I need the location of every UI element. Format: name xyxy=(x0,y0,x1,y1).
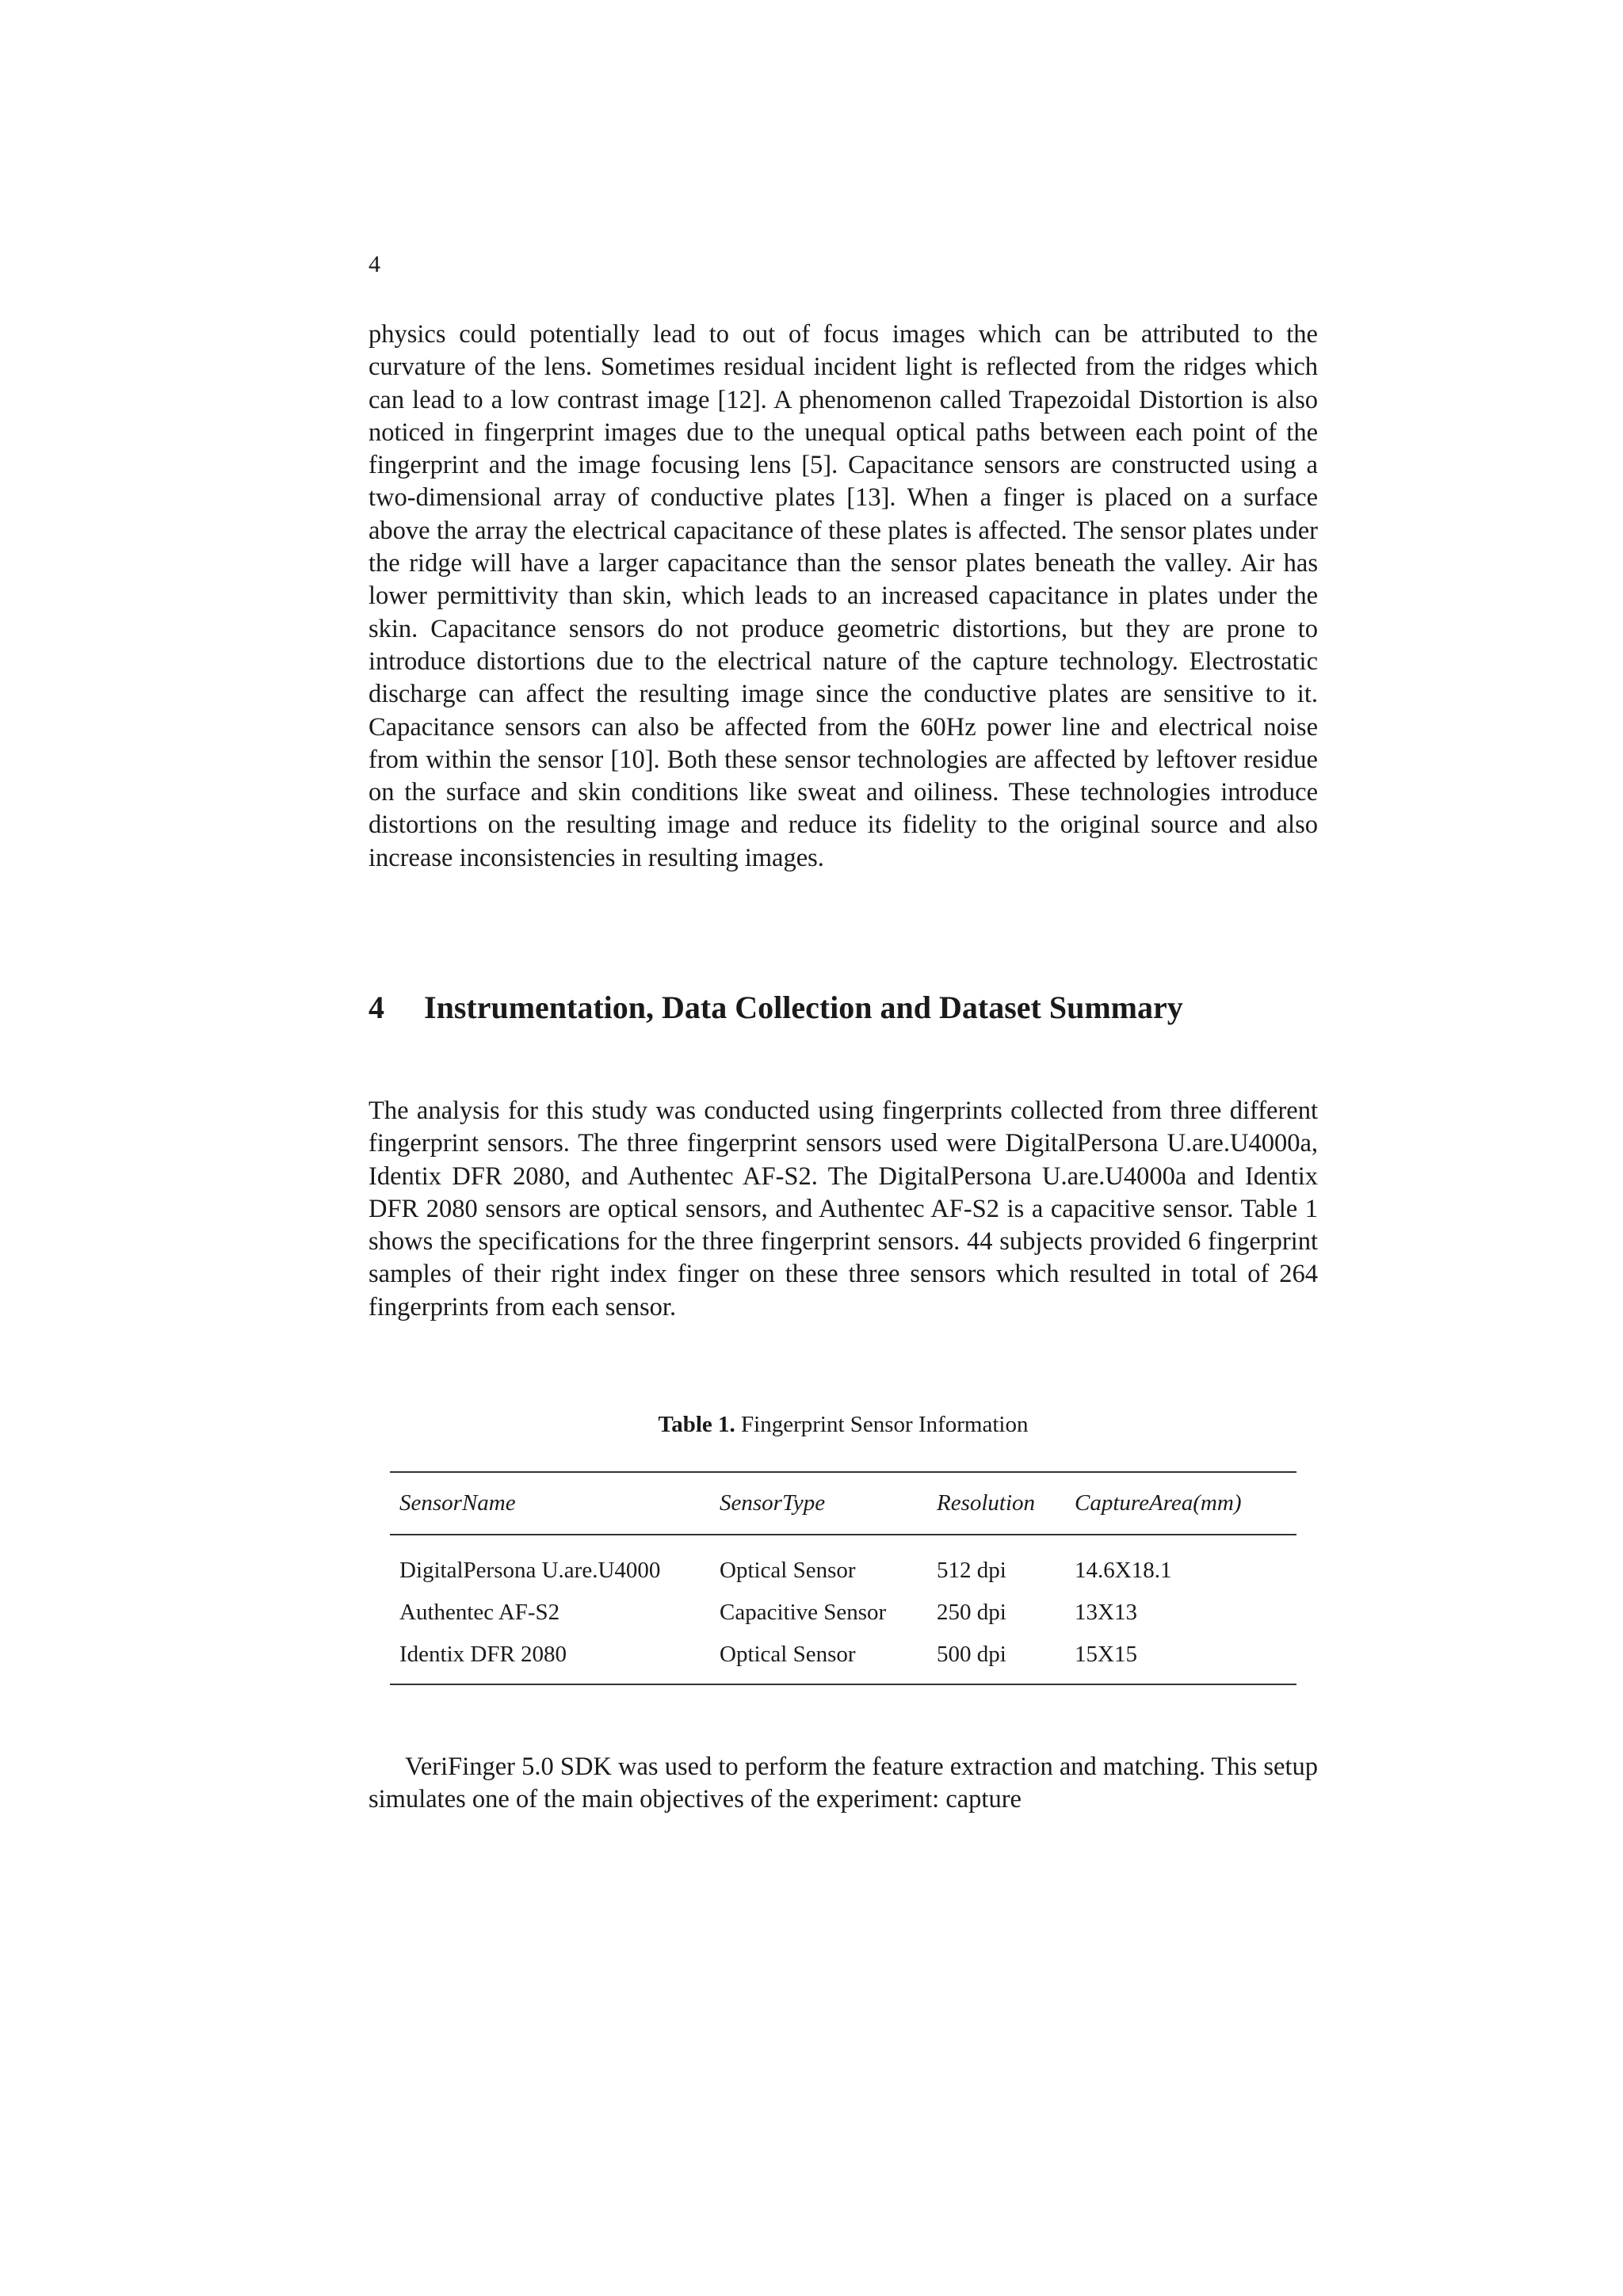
cell-capture-area: 13X13 xyxy=(1075,1600,1137,1625)
section-title: Instrumentation, Data Collection and Dataset Summary xyxy=(424,990,1183,1025)
cell-sensor-name: DigitalPersona U.are.U4000 xyxy=(399,1558,661,1583)
section-body-paragraph: The analysis for this study was conducted using fingerprints collected from three different fingerprint sensors. The three fingerprint sensors used were DigitalPersona U.are.U4000a, Identix DFR 2080, and Authentec AF-S2. The DigitalPersona U.are.U4000a and Identix DFR 2080 sensors are optical sensors, and Authentec AF-S2 is a capacitive sensor. Table 1 shows the specifications for the three fingerprint sensors. 44 subjects provided 6 fingerprint samples of their right index finger on these three sensors which resulted in total of 264 fingerprints from each sensor. xyxy=(369,1097,1318,1322)
table-caption xyxy=(369,1410,1318,1439)
header-resolution: Resolution xyxy=(937,1490,1036,1516)
cell-resolution: 250 dpi xyxy=(937,1600,1006,1625)
page-number: 4 xyxy=(369,251,380,277)
header-capture-area: CaptureArea(mm) xyxy=(1075,1490,1242,1516)
header-sensor-type: SensorType xyxy=(720,1490,826,1516)
cell-sensor-name: Identix DFR 2080 xyxy=(399,1642,567,1667)
cell-resolution: 500 dpi xyxy=(937,1642,1006,1667)
table-caption-text: Fingerprint Sensor Information xyxy=(741,1412,1029,1437)
intro-paragraph: physics could potentially lead to out of focus images which can be attributed to the curvature of the lens. Sometimes residual incident light is reflected from the ridges which can lead to a low contrast image [12]. A phenomenon called Trapezoidal Distortion is also noticed in fingerprint images due to the unequal optical paths between each point of the fingerprint and the image focusing lens [5]. Capacitance sensors are constructed using a two-dimensional array of conductive plates [13]. When a finger is placed on a surface above the array the electrical capacitance of these plates is affected. The sensor plates under the ridge will have a larger capacitance than the sensor plates beneath the valley. Air has lower permittivity than skin, which leads to an increased capacitance in plates under the skin. Capacitance sensors do not produce geometric distortions, but they are prone to introduce distortions due to the electrical nature of the capture technology. Electrostatic discharge can affect the resulting image since the conductive plates are sensitive to it. Capacitance sensors can also be affected from the 60Hz power line and electrical noise from within the sensor [10]. Both these sensor technologies are affected by leftover residue on the surface and skin conditions like sweat and oiliness. These technologies introduce distortions on the resulting image and reduce its fidelity to the original source and also increase inconsistencies in resulting images. xyxy=(369,320,1318,872)
section-heading xyxy=(369,988,1318,1028)
header-sensor-name: SensorName xyxy=(399,1490,516,1516)
sensor-table xyxy=(390,1471,1296,1685)
table-row xyxy=(390,1535,1296,1592)
cell-capture-area: 14.6X18.1 xyxy=(1075,1558,1172,1583)
closing-paragraph: VeriFinger 5.0 SDK was used to perform the feature extraction and matching. This setup simulates one of the main objectives of the experiment: capture xyxy=(369,1753,1318,1814)
cell-resolution: 512 dpi xyxy=(937,1558,1006,1583)
cell-capture-area: 15X15 xyxy=(1075,1642,1137,1667)
sensor-table-container xyxy=(390,1471,1296,1685)
cell-sensor-name: Authentec AF-S2 xyxy=(399,1600,560,1625)
table-caption-label: Table 1. xyxy=(658,1412,735,1437)
cell-sensor-type: Optical Sensor xyxy=(720,1558,856,1583)
cell-sensor-type: Capacitive Sensor xyxy=(720,1600,887,1625)
table-row xyxy=(390,1634,1296,1684)
table-header-row xyxy=(390,1472,1296,1535)
cell-sensor-type: Optical Sensor xyxy=(720,1642,856,1667)
section-number: 4 xyxy=(369,990,384,1025)
table-row xyxy=(390,1592,1296,1634)
